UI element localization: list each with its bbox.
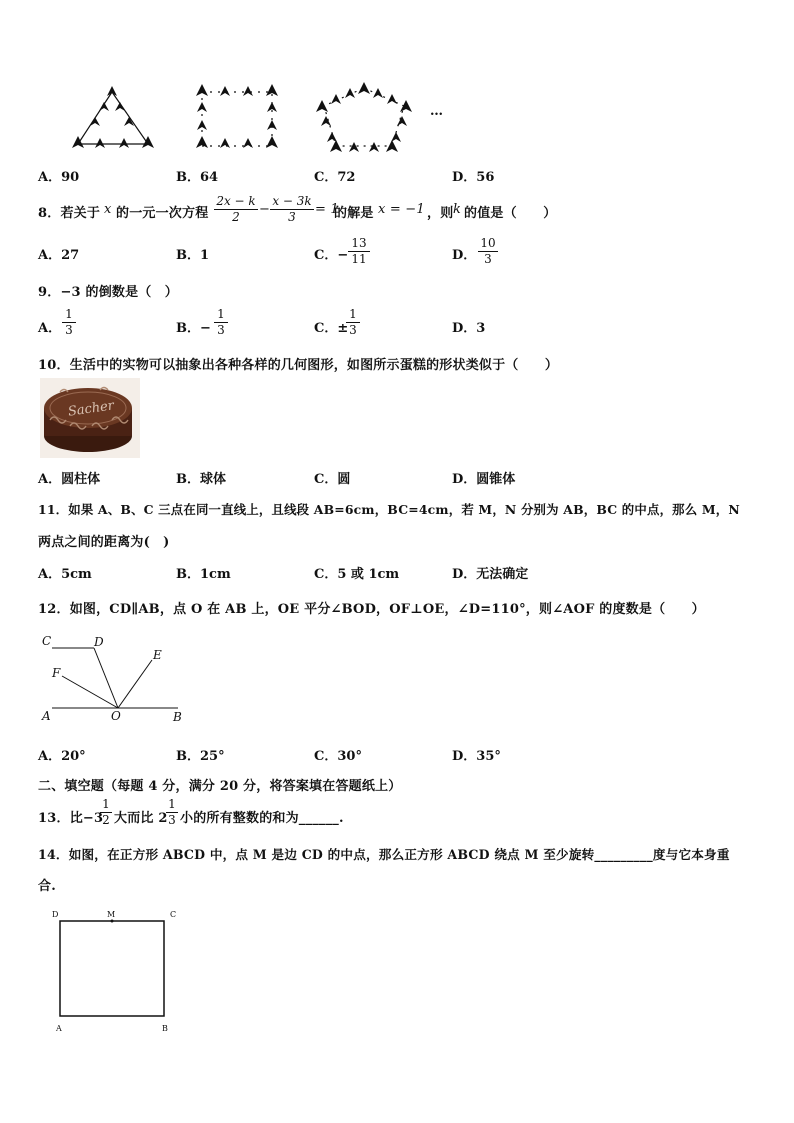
q11-option-a[interactable]: A．5cm [38,567,92,582]
q9-option-c-den: 3 [349,323,357,337]
q8-frac2-num: x − 3k [270,194,314,210]
q13-mid: 大而比 2 [114,811,168,826]
q8-frac1-num: 2x − k [214,194,258,210]
q13-prefix: 13．比−3 [38,811,104,826]
cake-image [40,378,140,458]
q9-option-c-fraction [346,307,360,338]
q11-stem-line2: 两点之间的距离为( ) [38,535,170,550]
q11-stem-line1: 11．如果 A、B、C 三点在同一直线上，且线段 AB=6cm，BC=4cm，若 M，N 分别为 AB，BC 的中点，那么 M，N [38,502,740,517]
q12-label-a: A [42,709,51,723]
q10-option-c[interactable]: C．圆 [314,472,351,487]
q9-option-b-num: 1 [214,307,228,323]
q9-stem: 9．−3 的倒数是（ ） [38,285,178,300]
q12-option-b[interactable]: B．25° [176,749,225,764]
q9-option-c-prefix[interactable]: C．± [314,321,349,336]
q12-label-d: D [94,635,104,649]
q8-fraction-1 [214,194,258,225]
q7-option-d[interactable]: D．56 [452,170,495,185]
q9-option-b-fraction [214,307,228,338]
q9-option-d[interactable]: D．3 [452,321,486,336]
q11-option-d[interactable]: D．无法确定 [452,567,529,582]
q7-figures [60,82,420,158]
q9-option-a-den: 3 [65,323,73,337]
cake-lettering: Sacher [67,398,115,420]
q8-option-c-fraction [348,236,370,267]
q9-option-a-fraction [62,307,76,338]
q8-option-a[interactable]: A．27 [38,248,80,263]
q8-option-c-prefix[interactable]: C．− [314,248,349,263]
q12-stem: 12．如图，CD∥AB，点 O 在 AB 上，OE 平分∠BOD，OF⊥OE，∠D=110°，则∠AOF 的度数是（ ） [38,602,705,617]
q8-solution: x = −1 [378,202,425,217]
triangle-figure [72,86,154,148]
q14-label-b: B [162,1024,168,1033]
q13-fraction-1 [100,797,112,828]
q8-option-c-num: 13 [348,236,370,252]
q12-label-f: F [52,666,61,680]
q12-label-o: O [111,709,121,723]
q8-var-x: x [104,202,112,217]
q13-f1-den: 2 [102,813,110,827]
q13-f2-den: 3 [168,813,176,827]
q14-label-m: M [107,910,116,919]
q10-stem: 10．生活中的实物可以抽象出各种各样的几何图形，如图所示蛋糕的形状类似于（ ） [38,358,559,373]
q8-equals: = 1 [315,202,339,217]
q12-label-b: B [173,710,182,724]
q13-f1-num: 1 [100,797,112,813]
q10-option-b[interactable]: B．球体 [176,472,226,487]
q8-suffix: 的值是（ ） [464,206,557,221]
q8-prefix: 8．若关于 [38,206,101,221]
q11-option-c[interactable]: C．5 或 1cm [314,567,400,582]
q8-mid1: 的一元一次方程 [116,206,209,221]
q10-option-a[interactable]: A．圆柱体 [38,472,101,487]
q8-var-k: k [453,202,462,217]
q13-fraction-2 [166,797,178,828]
q14-square-diagram [50,910,180,1030]
q8-frac1-den: 2 [232,210,240,224]
q8-option-d-num: 10 [478,236,498,252]
square-figure [196,84,278,148]
q8-option-d-prefix[interactable]: D． [452,248,477,263]
q8-fraction-2 [270,194,314,225]
q10-option-d[interactable]: D．圆锥体 [452,472,516,487]
q12-option-d[interactable]: D．35° [452,749,501,764]
q9-option-b-den: 3 [217,323,225,337]
q14-label-d: D [52,910,59,919]
q14-stem-line2: 合. [38,879,56,894]
section-title-fill-in: 二、填空题（每题 4 分，满分 20 分，将答案填在答题纸上） [38,779,402,794]
q8-option-b[interactable]: B．1 [176,248,210,263]
q9-option-c-num: 1 [346,307,360,323]
q11-option-b[interactable]: B．1cm [176,567,231,582]
q14-label-c: C [170,910,177,919]
q8-mid2: 的解是 [334,206,374,221]
q13-f2-num: 1 [166,797,178,813]
q7-option-c[interactable]: C．72 [314,170,356,185]
q12-label-c: C [42,634,52,648]
q7-option-b[interactable]: B．64 [176,170,219,185]
q8-frac2-den: 3 [288,210,296,224]
q8-option-d-fraction [478,236,498,267]
pentagon-figure [316,82,412,152]
q8-option-d-den: 3 [484,252,492,266]
q8-option-c-den: 11 [351,252,367,266]
q8-minus: − [259,202,271,217]
q14-label-a: A [56,1024,62,1033]
q7-option-a[interactable]: A．90 [38,170,80,185]
q9-option-a-num: 1 [62,307,76,323]
q9-option-a-prefix[interactable]: A． [38,321,62,336]
q14-stem-line1: 14．如图，在正方形 ABCD 中，点 M 是边 CD 的中点，那么正方形 ABCD 绕点 M 至少旋转_________度与它本身重 [38,847,730,862]
q12-option-c[interactable]: C．30° [314,749,362,764]
q12-option-a[interactable]: A．20° [38,749,86,764]
q8-mid3: ，则 [427,206,454,221]
q7-ellipsis: … [430,104,444,119]
q13-suffix: 小的所有整数的和为______. [180,811,344,826]
q9-option-b-prefix[interactable]: B．− [176,321,211,336]
q12-label-e: E [153,648,162,662]
